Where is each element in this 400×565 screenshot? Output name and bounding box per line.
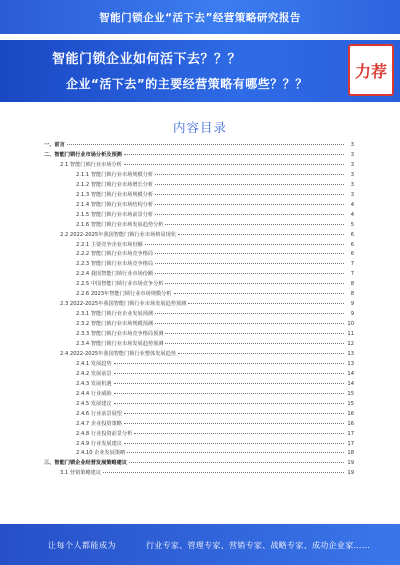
toc-entry-page: 8	[350, 291, 354, 298]
toc-entry[interactable]	[44, 460, 354, 467]
toc-leader-dots	[129, 462, 344, 463]
toc-leader-dots	[178, 353, 344, 354]
report-banner-title: 智能门锁企业“活下去”经营策略研究报告	[99, 11, 301, 24]
toc-entry-label: 二、智能门锁行业市场分析及预测	[44, 151, 122, 158]
toc-entry[interactable]	[76, 291, 354, 298]
toc-entry-page: 12	[347, 341, 354, 347]
toc-entry-page: 15	[347, 400, 354, 407]
toc-leader-dots	[127, 452, 344, 453]
toc-entry-label: 2.4.5 发展建议	[76, 400, 112, 407]
toc-entry-label: 2.1.3 智能门锁行业市场规模分析	[76, 191, 154, 198]
toc-entry[interactable]	[76, 281, 354, 288]
toc-entry-label: 2.1 智能门锁行业市场分析	[60, 161, 122, 168]
toc-entry-label: 2.4.4 行业威胁	[76, 390, 112, 397]
toc-entry[interactable]	[76, 371, 354, 378]
toc-entry-label: 三、智能门锁企业经营发展策略建议	[44, 460, 128, 467]
footer-slogan: 让每个人都能成为	[48, 541, 116, 550]
toc-leader-dots	[124, 154, 344, 155]
toc-entry-page: 4	[350, 201, 354, 208]
toc-entry-label: 2.4.6 行业前景展望	[76, 410, 122, 417]
toc-entry-page: 6	[350, 241, 354, 248]
toc-entry-page: 9	[350, 301, 354, 308]
toc-entry[interactable]	[60, 301, 354, 308]
toc-entry[interactable]	[76, 182, 354, 189]
toc-entry[interactable]	[76, 450, 354, 457]
toc-entry-page: 13	[347, 360, 354, 367]
toc-entry-page: 15	[347, 390, 354, 397]
toc-entry-page: 7	[350, 271, 354, 278]
toc-entry-label: 2.2 2022-2025年我国智能门锁行业市场格局现状	[60, 231, 176, 238]
toc-entry[interactable]	[76, 261, 354, 268]
toc-entry[interactable]	[76, 202, 354, 209]
toc-entry-label: 2.4.8 行业投资前景分析	[76, 430, 133, 437]
toc-entry[interactable]	[76, 341, 354, 348]
toc-entry[interactable]	[76, 361, 354, 368]
toc-leader-dots	[178, 234, 344, 235]
toc-leader-dots	[155, 313, 344, 314]
toc-entry[interactable]	[76, 271, 354, 278]
toc-leader-dots	[114, 383, 344, 384]
toc-entry-page: 17	[347, 440, 354, 447]
toc-leader-dots	[155, 194, 344, 195]
recommend-seal: 力荐	[348, 44, 394, 96]
toc-leader-dots	[103, 472, 344, 473]
toc-entry-page: 3	[350, 161, 354, 168]
toc-leader-dots	[155, 263, 344, 264]
toc-entry[interactable]	[76, 172, 354, 179]
toc-title: 内容目录	[172, 120, 227, 135]
toc-entry-page: 19	[347, 470, 354, 477]
toc-leader-dots	[114, 393, 344, 394]
toc-entry-label: 2.4.3 发展机遇	[76, 380, 112, 387]
toc-entry[interactable]	[76, 251, 354, 258]
toc-leader-dots	[124, 413, 344, 414]
toc-leader-dots	[188, 303, 344, 304]
toc-entry-page: 6	[350, 251, 354, 258]
toc-entry-page: 13	[347, 350, 354, 357]
hero-banner	[0, 40, 400, 102]
toc-entry[interactable]	[76, 411, 354, 418]
toc-leader-dots	[155, 204, 344, 205]
toc-entry-page: 16	[347, 410, 354, 417]
toc-leader-dots	[155, 174, 344, 175]
toc-leader-dots	[124, 423, 344, 424]
toc-entry-page: 11	[347, 331, 354, 338]
toc-leader-dots	[124, 164, 344, 165]
toc-entry-page: 14	[347, 380, 354, 387]
toc-entry-label: 2.3.3 智能门锁行业市场竞争格局预测	[76, 331, 164, 338]
toc-leader-dots	[145, 244, 344, 245]
toc-entry-label: 2.2.4 我国智能门锁行业市场份额	[76, 271, 154, 278]
toc-entry[interactable]	[60, 351, 354, 358]
toc-leader-dots	[114, 373, 344, 374]
toc-entry-label: 2.1.6 智能门锁行业市场发展趋势分析	[76, 221, 164, 228]
toc-entry-label: 一、前言	[44, 142, 65, 148]
toc-entry-label: 2.4 2022-2025年我国智能门锁行业整体发展趋势	[60, 350, 176, 357]
toc-entry-page: 10	[347, 321, 354, 328]
toc-leader-dots	[67, 144, 344, 145]
toc-entry-page: 3	[350, 171, 354, 178]
top-banner	[0, 0, 400, 34]
toc-entry-page: 5	[350, 221, 354, 228]
footer-roles: 行业专家、管理专家、营销专家、战略专家、成功企业家……	[146, 541, 371, 550]
toc-entry-page: 3	[350, 181, 354, 188]
toc-entry-page: 3	[350, 142, 354, 148]
toc-entry[interactable]	[76, 192, 354, 199]
toc-entry-label: 2.1.4 智能门锁行业市场结构分析	[76, 201, 154, 208]
toc-entry-label: 2.2.6 2023年智能门锁行业市场规模分析	[76, 291, 172, 298]
toc-entry[interactable]	[76, 391, 354, 398]
toc-leader-dots	[155, 253, 344, 254]
toc-entry-page: 3	[350, 151, 354, 158]
hero-subtitle: 企业“活下去”的主要经营策略有哪些？？？	[66, 77, 308, 91]
toc-leader-dots	[124, 443, 344, 444]
toc-leader-dots	[165, 333, 344, 334]
toc-entry-page: 17	[347, 430, 354, 437]
toc-leader-dots	[114, 363, 344, 364]
footer-banner	[0, 524, 400, 565]
toc-leader-dots	[155, 323, 344, 324]
toc-leader-dots	[155, 184, 344, 185]
toc-entry-label: 2.3.2 智能门锁行业市场规模预测	[76, 321, 154, 328]
toc-entry[interactable]	[76, 331, 354, 338]
toc-entry-label: 2.4.2 发展前景	[76, 370, 112, 377]
toc-entry-page: 9	[350, 311, 354, 318]
toc-leader-dots	[174, 293, 345, 294]
toc-entry[interactable]	[76, 441, 354, 448]
toc-entry[interactable]	[76, 431, 354, 438]
toc-entry-label: 2.1.1 智能门锁行业市场规模分析	[76, 171, 154, 178]
toc-entry-page: 19	[347, 460, 354, 467]
toc-entry-label: 2.2.3 智能门锁行业市场竞争格局	[76, 261, 154, 268]
toc-entry-page: 14	[347, 370, 354, 377]
toc-entry-label: 2.4.1 发展趋势	[76, 360, 112, 367]
toc-leader-dots	[155, 214, 344, 215]
toc-entry-label: 2.3.4 智能门锁行业市场发展趋势预测	[76, 341, 164, 347]
toc-leader-dots	[155, 273, 344, 274]
toc-leader-dots	[134, 433, 344, 434]
toc-entry-label: 3.1 营销策略建议	[60, 470, 102, 477]
toc-entry-label: 2.3.1 智能门锁行业企业发展预测	[76, 311, 154, 318]
toc-entry-page: 8	[350, 281, 354, 288]
toc-leader-dots	[165, 224, 344, 225]
toc-entry[interactable]	[76, 222, 354, 229]
toc-entry[interactable]	[60, 162, 354, 169]
toc-entry[interactable]	[76, 421, 354, 428]
toc-entry[interactable]	[44, 152, 354, 159]
toc-entry-page: 4	[350, 211, 354, 218]
toc-entry-page: 7	[350, 261, 354, 268]
toc-entry[interactable]	[60, 470, 354, 477]
toc-entry-label: 2.3 2022-2025年我国智能门锁行业市场发展趋势预测	[60, 301, 187, 308]
toc-entry-label: 2.1.2 智能门锁行业市场增长分析	[76, 181, 154, 188]
toc-entry-label: 2.2.5 中国智能门锁行业市场竞争分析	[76, 281, 164, 288]
toc-entry-label: 2.4.9 行业发展建议	[76, 440, 122, 447]
toc-entry[interactable]	[44, 142, 354, 149]
toc-entry[interactable]	[76, 212, 354, 219]
toc-entry[interactable]	[76, 311, 354, 318]
toc-entry-label: 2.1.5 智能门锁行业市场前景分析	[76, 211, 154, 218]
toc-entry-label: 2.4.10 企业发展策略	[76, 450, 126, 457]
toc-entry-page: 3	[350, 191, 354, 198]
toc-entry-label: 2.2.1 主要竞争企业市场份额	[76, 241, 143, 248]
hero-title: 智能门锁企业如何活下去？？？	[52, 52, 242, 67]
toc-leader-dots	[165, 343, 344, 344]
toc-entry-label: 2.2.2 智能门锁行业市场竞争格局	[76, 251, 154, 258]
toc-entry-label: 2.4.7 企业投资策略	[76, 420, 122, 427]
toc-leader-dots	[114, 403, 344, 404]
toc-entry[interactable]	[60, 232, 354, 239]
toc-entry[interactable]	[76, 321, 354, 328]
toc-entry[interactable]	[76, 242, 354, 249]
toc-entry[interactable]	[76, 381, 354, 388]
toc-entry-page: 18	[347, 450, 354, 457]
toc-entry-page: 6	[350, 231, 354, 238]
toc-leader-dots	[165, 283, 344, 284]
toc-entry-page: 16	[347, 420, 354, 427]
toc-entry[interactable]	[76, 401, 354, 408]
